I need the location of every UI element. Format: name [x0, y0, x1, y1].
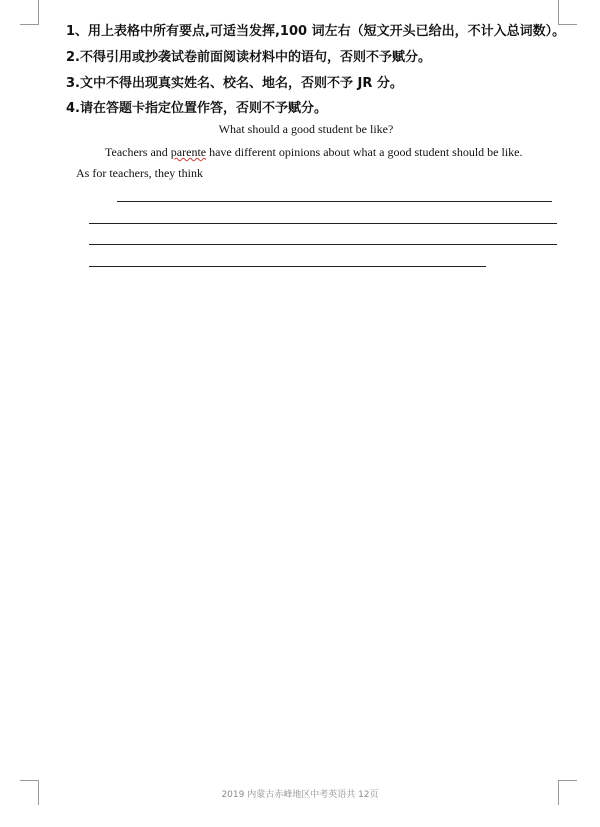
- requirement-4: 4.请在答题卡指定位置作答，否则不予赋分。: [66, 101, 327, 116]
- page-footer: 2019 内蒙古赤峰地区中考英语共 12页: [221, 790, 379, 800]
- requirement-1: 1、用上表格中所有要点,可适当发挥,100 词左右（短文开头已给出，不计入总词数）。: [66, 24, 566, 39]
- essay-second-line: As for teachers, they think: [76, 166, 203, 180]
- crop-mark-top-left: [20, 0, 39, 25]
- requirement-2: 2.不得引用或抄袭试卷前面阅读材料中的语句，否则不予赋分。: [66, 50, 431, 65]
- answer-line: [89, 223, 557, 224]
- essay-text-after: have different opinions about what a good student should be like.: [206, 145, 523, 159]
- answer-line: [89, 266, 486, 267]
- essay-text-before: Teachers and: [105, 145, 171, 159]
- essay-opening-line: [105, 145, 523, 160]
- answer-line: [117, 201, 552, 202]
- answer-line: [89, 244, 557, 245]
- requirement-3: 3.文中不得出现真实姓名、校名、地名，否则不予 JR 分。: [66, 76, 403, 91]
- misspelled-word: parente: [170, 145, 207, 159]
- essay-title: What should a good student be like?: [218, 122, 394, 136]
